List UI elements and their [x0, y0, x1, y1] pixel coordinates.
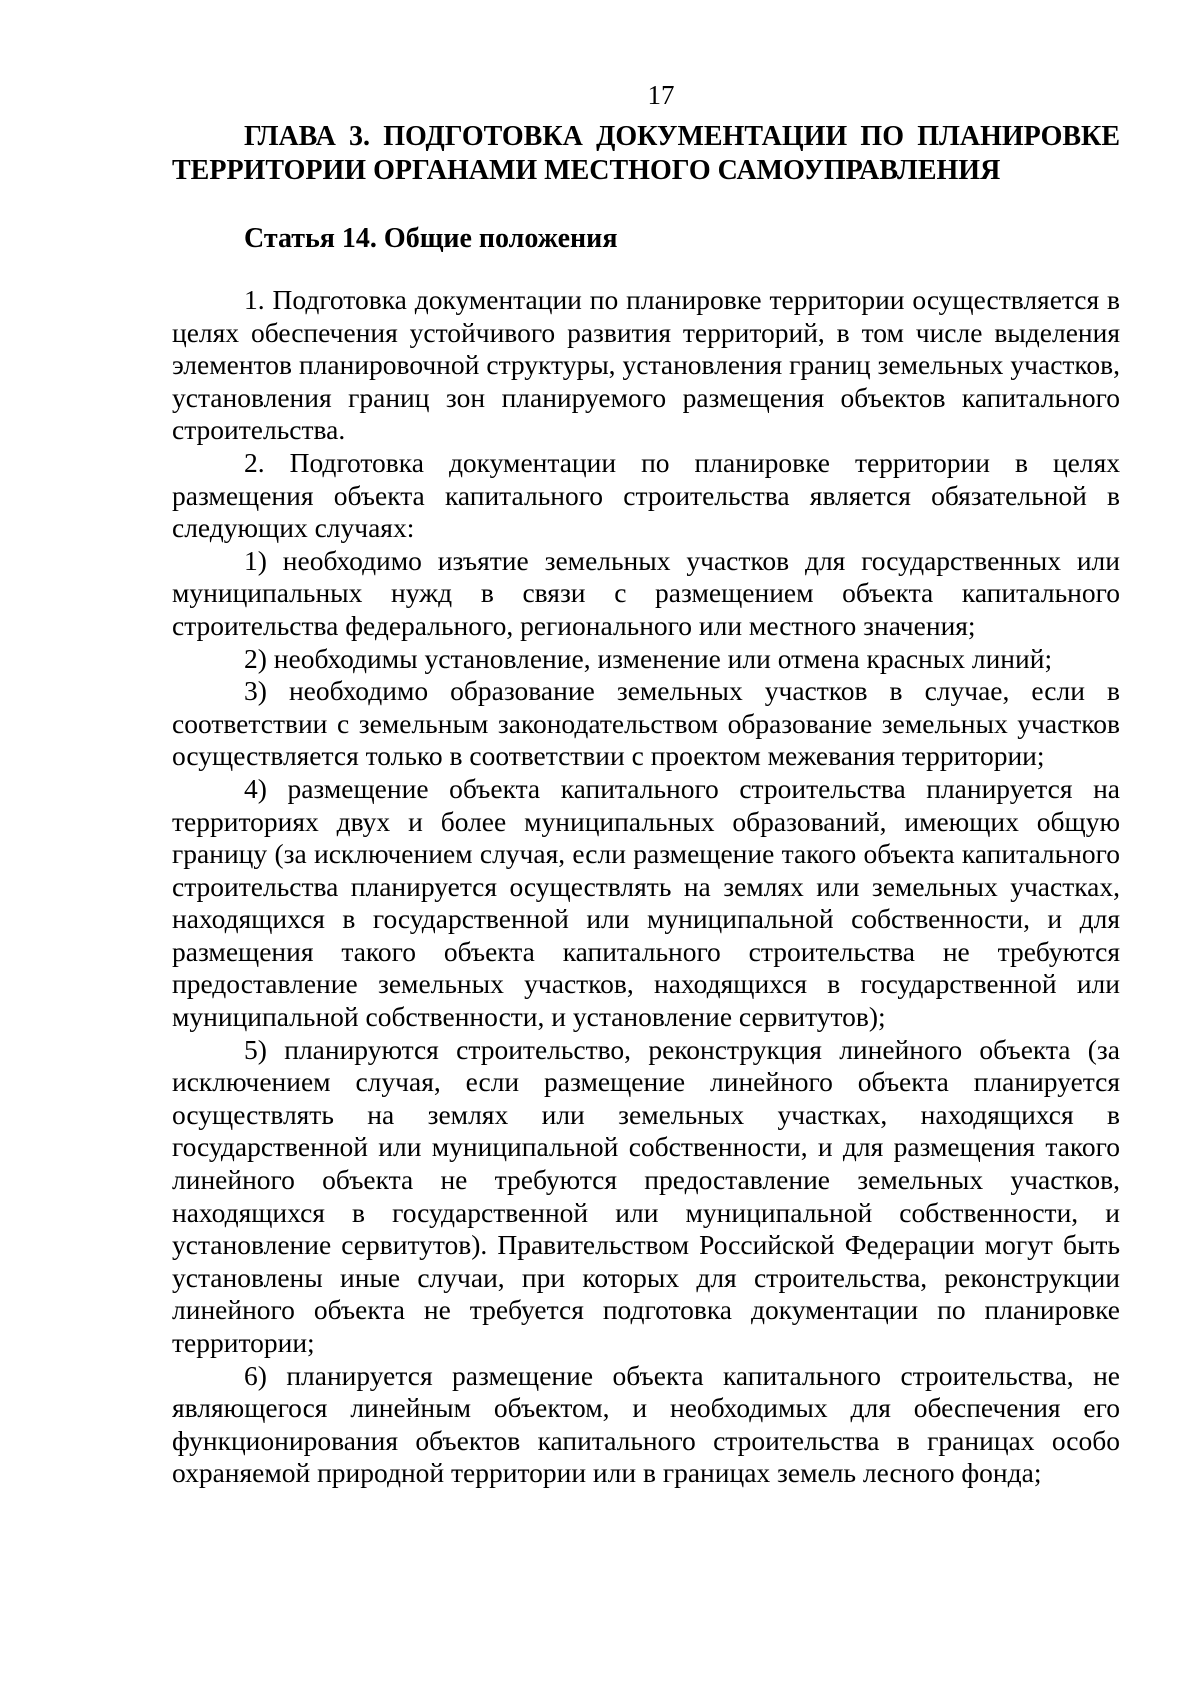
list-item-5: 5) планируются строительство, реконструкция линейного объекта (за исключением случая, если размещение линейного объекта планируется осуществлять на землях или земельных участках, находящихся в государственной или муниципальной собственности, и для размещения такого линейного объекта не требуются предоставление земельных участков, находящихся в государственной или муниципальной собственности, и установление сервитутов). Правительством Российской Федерации могут быть установлены иные случаи, при которых для строительства, реконструкции линейного объекта не требуется подготовка документации по планировке территории;	[172, 1033, 1120, 1358]
list-item-2: 2) необходимы установление, изменение или отмена красных линий;	[244, 642, 1053, 674]
page-number: 17	[647, 80, 675, 110]
list-item-4: 4) размещение объекта капитального строительства планируется на территориях двух и более муниципальных образований, имеющих общую границу (за исключением случая, если размещение такого объекта капитального строительства планируется осуществлять на землях или земельных участках, находящихся в государственной или муниципальной собственности, и для размещения такого объекта капитального строительства не требуются предоставление земельных участков, находящихся в государственной или муниципальной собственности, и установление сервитутов);	[172, 772, 1120, 1033]
list-item-3: 3) необходимо образование земельных участков в случае, если в соответствии с земельным законодательством образование земельных участков осуществляется только в соответствии с проектом межевания территории;	[172, 675, 1120, 772]
article-title: Статья 14. Общие положения	[244, 223, 618, 254]
paragraph-1: 1. Подготовка документации по планировке территории осуществляется в целях обеспечения устойчивого развития территорий, в том числе выделения элементов планировочной структуры, установления границ земельных участков, установления границ зон планируемого размещения объектов капитального строительства.	[172, 284, 1120, 446]
document-page	[172, 80, 1120, 1490]
list-item-1: 1) необходимо изъятие земельных участков для государственных или муниципальных нужд в связи с размещением объекта капитального строительства федерального, регионального или местного значения;	[172, 544, 1120, 641]
paragraph-2: 2. Подготовка документации по планировке территории в целях размещения объекта капитального строительства является обязательной в следующих случаях:	[172, 446, 1120, 544]
list-item-6: 6) планируется размещение объекта капитального строительства, не являющегося линейным объектом, и необходимых для обеспечения его функционирования объектов капитального строительства в границах особо охраняемой природной территории или в границах земель лесного фонда;	[172, 1359, 1120, 1489]
chapter-title: ГЛАВА 3. ПОДГОТОВКА ДОКУМЕНТАЦИИ ПО ПЛАНИРОВКЕ ТЕРРИТОРИИ ОРГАНАМИ МЕСТНОГО САМОУПРАВЛЕНИЯ	[172, 121, 1120, 186]
